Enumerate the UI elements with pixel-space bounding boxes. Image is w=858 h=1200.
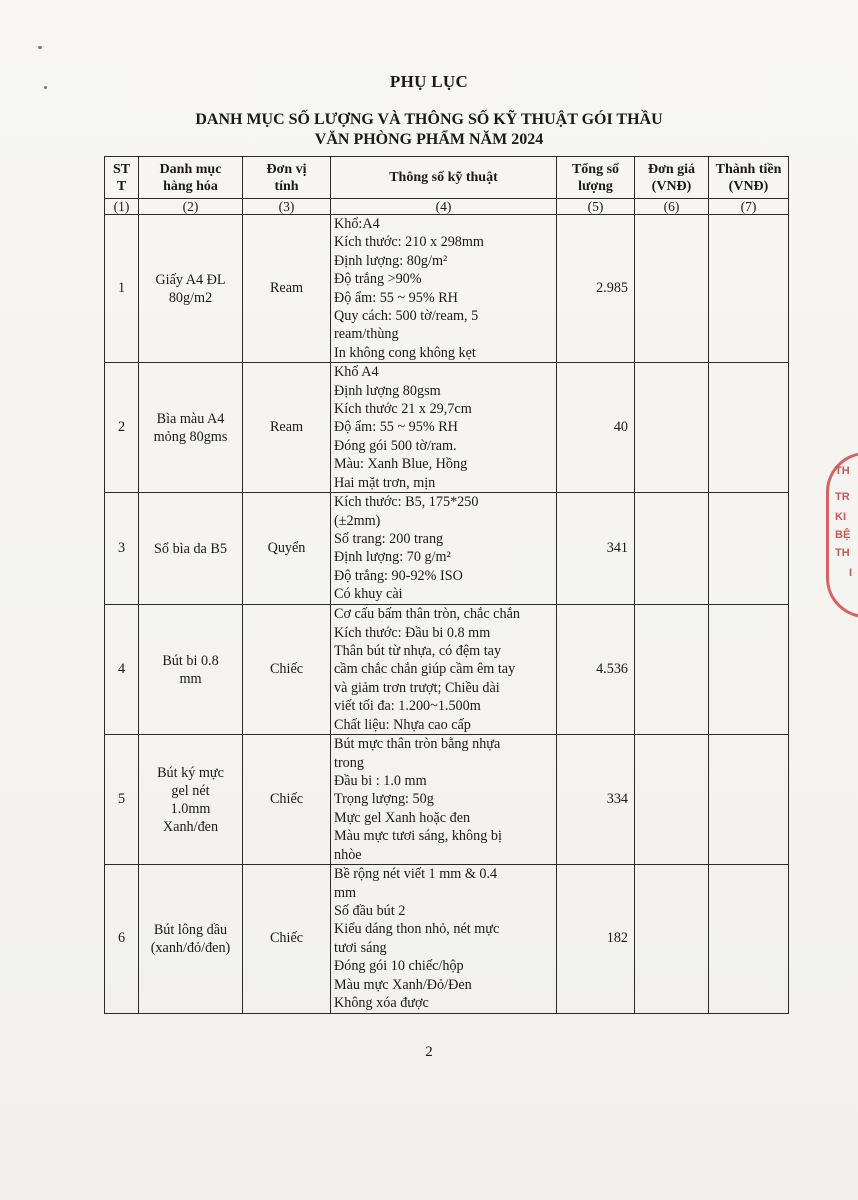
document-title-line2: VĂN PHÒNG PHẨM NĂM 2024	[314, 131, 544, 148]
spec-line: Khổ:A4	[334, 216, 380, 232]
cell-item-name	[139, 865, 243, 1013]
spec-line: Mực gel Xanh hoặc đen	[334, 809, 471, 826]
spec-line: và giảm trơn trượt; Chiều dài	[334, 679, 500, 696]
header-line: Đơn giá	[647, 161, 696, 177]
cell-quantity: 40	[557, 363, 635, 493]
header-row	[105, 157, 789, 199]
item-name-line: Giấy A4 ĐL	[155, 271, 226, 288]
spec-line: Màu mực tươi sáng, không bị	[334, 828, 502, 845]
spec-line: Không xóa được	[334, 995, 429, 1012]
header-line: Đơn vị	[266, 161, 307, 177]
spec-line: Đầu bi : 1.0 mm	[334, 773, 427, 790]
header-line: Danh mục	[159, 161, 222, 177]
item-name-line: mm	[179, 670, 202, 687]
item-name-line: (xanh/đỏ/đen)	[150, 939, 231, 956]
header-line: Thành tiền	[715, 161, 782, 177]
spec-line: In không cong không kẹt	[334, 344, 476, 361]
spec-line: Màu: Xanh Blue, Hồng	[334, 456, 468, 473]
column-index: (3)	[243, 199, 331, 215]
appendix-title: PHỤ LỤC	[389, 72, 469, 91]
spec-line: Chất liệu: Nhựa cao cấp	[334, 716, 471, 733]
spec-line: Kích thước 21 x 29,7cm	[334, 401, 472, 418]
spec-line: viết tối đa: 1.200~1.500m	[334, 698, 481, 715]
cell-unit: Ream	[243, 215, 331, 363]
cell-total	[709, 363, 789, 493]
cell-unit: Chiếc	[243, 605, 331, 735]
header-line: hàng hóa	[163, 178, 218, 194]
column-index: (7)	[709, 199, 789, 215]
item-name-line: Bút bi 0.8	[162, 652, 219, 669]
spec-line: Có khuy cài	[334, 586, 403, 603]
cell-specification	[331, 735, 557, 865]
cell-unit-price	[635, 215, 709, 363]
spec-line: Số trang: 200 trang	[334, 531, 444, 548]
spec-line: Định lượng: 80g/m²	[334, 252, 448, 269]
header-cell	[331, 157, 557, 199]
stamp-fragment: TH	[835, 465, 850, 477]
header-line: ST	[112, 161, 131, 177]
header-line: lượng	[578, 178, 613, 194]
spec-line: Bề rộng nét viết 1 mm & 0.4	[334, 866, 498, 883]
spec-line: (±2mm)	[334, 512, 381, 529]
spec-line: Đóng gói 10 chiếc/hộp	[334, 958, 464, 975]
specification-table	[104, 156, 789, 1014]
spec-line: mm	[334, 884, 357, 901]
header-line: Thông số kỹ thuật	[389, 170, 498, 185]
cell-total	[709, 215, 789, 363]
red-seal-stamp	[826, 452, 858, 618]
cell-quantity: 334	[557, 735, 635, 865]
cell-total	[709, 735, 789, 865]
cell-specification	[331, 215, 557, 363]
item-name-line: Bút ký mực	[157, 764, 224, 781]
cell-unit-price	[635, 493, 709, 605]
stamp-fragment: BỆ	[835, 529, 851, 541]
cell-unit: Chiếc	[243, 865, 331, 1013]
cell-specification	[331, 493, 557, 605]
cell-stt: 3	[105, 493, 139, 605]
spec-line: Kích thước: B5, 175*250	[334, 494, 479, 511]
header-cell	[635, 157, 709, 199]
header-line: T	[116, 178, 127, 194]
spec-line: Bút mực thân tròn bằng nhựa	[334, 736, 501, 753]
spec-line: trong	[334, 754, 364, 771]
cell-total	[709, 605, 789, 735]
header-cell	[709, 157, 789, 199]
spec-line: Cơ cấu bấm thân tròn, chắc chắn	[334, 606, 520, 623]
document-title	[0, 110, 858, 150]
cell-unit-price	[635, 865, 709, 1013]
item-name-line: Sổ bìa da B5	[154, 540, 227, 557]
table-row	[105, 865, 789, 1013]
document-title-line1: DANH MỤC SỐ LƯỢNG VÀ THÔNG SỐ KỸ THUẬT GÓI THẦU	[195, 111, 663, 128]
cell-unit: Ream	[243, 363, 331, 493]
spec-line: Khổ A4	[334, 364, 379, 381]
spec-line: Định lượng 80gsm	[334, 382, 441, 399]
spec-line: Độ trắng >90%	[334, 271, 422, 288]
spec-line: nhòe	[334, 846, 362, 863]
cell-item-name	[139, 735, 243, 865]
cell-stt: 6	[105, 865, 139, 1013]
cell-unit-price	[635, 735, 709, 865]
table-row	[105, 735, 789, 865]
spec-line: Trọng lượng: 50g	[334, 791, 434, 808]
header-cell	[139, 157, 243, 199]
stamp-fragment: TR	[835, 491, 850, 503]
cell-item-name	[139, 215, 243, 363]
spec-line: Kiểu dáng thon nhỏ, nét mực	[334, 921, 500, 938]
item-name-line: 80g/m2	[168, 289, 213, 306]
cell-unit-price	[635, 363, 709, 493]
cell-total	[709, 493, 789, 605]
column-index: (5)	[557, 199, 635, 215]
header-line: tính	[274, 178, 299, 194]
table-row	[105, 605, 789, 735]
cell-total	[709, 865, 789, 1013]
spec-line: Định lượng: 70 g/m²	[334, 549, 451, 566]
column-index-row	[105, 199, 789, 215]
spec-line: Kích thước: Đầu bi 0.8 mm	[334, 624, 491, 641]
header-cell	[243, 157, 331, 199]
item-name-line: mỏng 80gms	[153, 428, 228, 445]
header-line: Tổng số	[571, 161, 620, 177]
table-row	[105, 215, 789, 363]
cell-specification	[331, 605, 557, 735]
spec-line: Màu mực Xanh/Đỏ/Đen	[334, 976, 472, 993]
column-index: (1)	[105, 199, 139, 215]
spec-line: Số đầu bút 2	[334, 903, 406, 920]
column-index: (4)	[331, 199, 557, 215]
header-line: (VNĐ)	[728, 178, 769, 194]
cell-unit-price	[635, 605, 709, 735]
cell-quantity: 2.985	[557, 215, 635, 363]
cell-item-name	[139, 605, 243, 735]
cell-quantity: 182	[557, 865, 635, 1013]
stamp-fragment: KI	[835, 511, 846, 523]
cell-stt: 5	[105, 735, 139, 865]
item-name-line: Xanh/đen	[162, 818, 219, 835]
cell-quantity: 341	[557, 493, 635, 605]
spec-line: Thân bút từ nhựa, có đệm tay	[334, 643, 502, 660]
spec-line: tươi sáng	[334, 939, 387, 956]
scan-speck	[38, 46, 42, 49]
table-row	[105, 363, 789, 493]
item-name-line: 1.0mm	[170, 800, 211, 817]
spec-line: Độ trắng: 90-92% ISO	[334, 567, 463, 584]
stamp-fragment: I	[849, 567, 853, 579]
cell-unit: Quyển	[243, 493, 331, 605]
table-row	[105, 493, 789, 605]
spec-line: Đóng gói 500 tờ/ram.	[334, 437, 457, 454]
spec-line: ream/thùng	[334, 326, 399, 343]
cell-item-name	[139, 363, 243, 493]
cell-specification	[331, 363, 557, 493]
cell-stt: 1	[105, 215, 139, 363]
cell-quantity: 4.536	[557, 605, 635, 735]
item-name-line: Bìa màu A4	[156, 410, 225, 427]
page-number: 2	[425, 1044, 433, 1060]
column-index: (2)	[139, 199, 243, 215]
cell-specification	[331, 865, 557, 1013]
spec-line: Quy cách: 500 tờ/ream, 5	[334, 308, 479, 325]
header-line: (VNĐ)	[651, 178, 692, 194]
column-index: (6)	[635, 199, 709, 215]
cell-item-name	[139, 493, 243, 605]
spec-line: Độ ẩm: 55 ~ 95% RH	[334, 419, 458, 436]
cell-stt: 4	[105, 605, 139, 735]
item-name-line: Bút lông dầu	[153, 921, 228, 938]
cell-stt: 2	[105, 363, 139, 493]
spec-line: Độ ẩm: 55 ~ 95% RH	[334, 289, 458, 306]
spec-line: Hai mặt trơn, mịn	[334, 474, 436, 491]
cell-unit: Chiếc	[243, 735, 331, 865]
header-cell	[105, 157, 139, 199]
header-cell	[557, 157, 635, 199]
spec-line: Kích thước: 210 x 298mm	[334, 234, 484, 251]
spec-line: cầm chắc chắn giúp cầm êm tay	[334, 661, 516, 678]
item-name-line: gel nét	[171, 782, 210, 799]
stamp-fragment: TH	[835, 547, 850, 559]
